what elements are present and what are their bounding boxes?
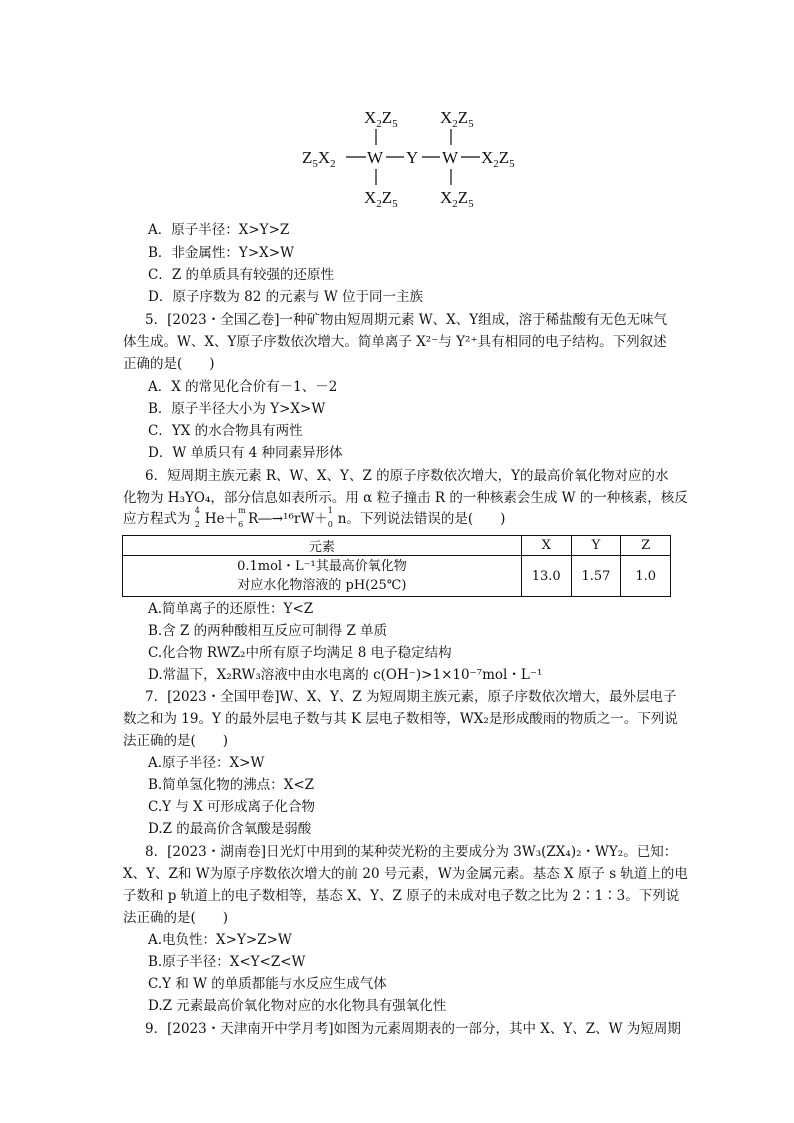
table-header-row [123, 536, 671, 556]
q8-option-c: C.Y 和 W 的单质都能与水反应生成气体 [148, 976, 387, 992]
q5-option-a: A．X 的常见化合价有－1、－2 [148, 379, 338, 395]
table-header-element: 元素 [123, 536, 522, 556]
q7-stem-line-1: 7．[2023・全国甲卷]W、X、Y、Z 为短周期主族元素，原子序数依次增大，最外层电子 [145, 689, 677, 705]
table-cell-x: 13.0 [521, 556, 571, 597]
neutron-numbers: 1 0 [327, 506, 333, 529]
q4-option-c: C．Z 的单质具有较强的还原性 [148, 267, 335, 283]
r-nuclide-numbers: m 6 [238, 506, 246, 529]
q6-option-b: B.含 Z 的两种酸相互反应可制得 Z 单质 [148, 623, 388, 639]
table-header-y: Y [571, 536, 621, 556]
q5-option-b: B．原子半径大小为 Y>X>W [148, 401, 326, 417]
q6-eq-he: He＋ [204, 511, 239, 527]
table-cell-z: 1.0 [621, 556, 671, 597]
diagram-left-group: $Z_5X_2$ [302, 148, 336, 170]
q7-stem-line-3: 法正确的是( ) [123, 733, 229, 749]
q6-stem-line-2: 化物为 H₃YO₄，部分信息如表所示。用 α 粒子撞击 R 的一种核素会生成 W 的一种核素，核反 [123, 490, 688, 506]
table-header-z: Z [621, 536, 671, 556]
diagram-y: Y [406, 148, 419, 167]
q8-option-b: B.原子半径：X<Y<Z<W [148, 954, 306, 970]
q6-option-c: C.化合物 RWZ₂中所有原子均满足 8 电子稳定结构 [148, 645, 452, 661]
q6-stem-line-1: 6．短周期主族元素 R、W、X、Y、Z 的原子序数依次增大，Y的最高价氧化物对应的水 [145, 468, 669, 484]
q5-stem-line-2: 体生成。W、X、Y原子序数依次增大。简单离子 X²⁻与 Y²⁺具有相同的电子结构。下列叙述 [123, 334, 667, 350]
diagram-right-group: $X_2Z_5$ [481, 148, 515, 170]
q7-option-a: A.原子半径：X>W [148, 755, 265, 771]
q8-stem-line-4: 法正确的是( ) [123, 910, 229, 926]
q6-eq-w-mass: ¹⁶ [283, 511, 294, 527]
q6-eq-prefix: 应方程式为 [123, 511, 191, 527]
q4-option-d: D．原子序数为 82 的元素与 W 位于同一主族 [148, 289, 424, 305]
q4-option-b: B．非金属性：Y>X>W [148, 245, 294, 261]
q7-stem-line-2: 数之和为 19。Y 的最外层电子数与其 K 层电子数相等，WX₂是形成酸雨的物质之一。下列说 [123, 711, 678, 727]
diagram-w2: W [442, 148, 459, 167]
q6-eq-r: R―→ [248, 511, 284, 527]
q6-eq-rest: rW＋ [293, 511, 328, 527]
diagram-bottom-right: $X_2Z_5$ [440, 188, 474, 210]
q5-option-d: D．W 单质只有 4 种同素异形体 [148, 445, 343, 461]
q8-option-a: A.电负性：X>Y>Z>W [148, 932, 292, 948]
table-row-label: 0.1mol・L⁻¹其最高价氧化物 对应水化物溶液的 pH(25℃) [123, 556, 522, 597]
table-cell-y: 1.57 [571, 556, 621, 597]
q8-stem-line-1: 8．[2023・湖南卷]日光灯中用到的某种荧光粉的主要成分为 3W₃(ZX₄)₂・WY₂。已知： [145, 844, 678, 860]
q8-stem-line-3: 子数和 p 轨道上的电子数相等，基态 X、Y、Z 原子的未成对电子数之比为 2∶1∶3。下列说 [123, 888, 680, 904]
structure-diagram [300, 105, 540, 215]
diagram-top-right: $X_2Z_5$ [440, 108, 474, 130]
q6-option-d: D.常温下，X₂RW₃溶液中由水电离的 c(OH⁻)>1×10⁻⁷mol・L⁻¹ [148, 667, 543, 683]
q5-stem-line-1: 5．[2023・全国乙卷]一种矿物由短周期元素 W、X、Y组成，溶于稀盐酸有无色无味气 [145, 312, 668, 328]
diagram-bottom-left: $X_2Z_5$ [364, 188, 398, 210]
q5-stem-line-3: 正确的是( ) [123, 356, 215, 372]
q8-option-d: D.Z 元素最高价氧化物对应的水化物具有强氧化性 [148, 998, 447, 1014]
q9-stem-line-1: 9．[2023・天津南开中学月考]如图为元素周期表的一部分，其中 X、Y、Z、W 为短周期 [145, 1021, 681, 1037]
q6-data-table [122, 535, 671, 597]
diagram-top-left: $X_2Z_5$ [364, 108, 398, 130]
q6-eq-n: n。下列说法错误的是( ) [337, 511, 506, 527]
q8-stem-line-2: X、Y、Z和 W为原子序数依次增大的前 20 号元素，W为金属元素。基态 X 原子 s 轨道上的电 [123, 866, 688, 882]
q5-option-c: C．YX 的水合物具有两性 [148, 423, 303, 439]
table-row [123, 556, 671, 597]
q7-option-c: C.Y 与 X 可形成离子化合物 [148, 799, 316, 815]
diagram-w1: W [367, 148, 384, 167]
q4-option-a: A．原子半径：X>Y>Z [148, 222, 290, 238]
q6-equation-line [123, 506, 506, 529]
table-header-x: X [521, 536, 571, 556]
he-nuclide-numbers: 4 2 [194, 506, 200, 529]
q7-option-d: D.Z 的最高价含氧酸是弱酸 [148, 821, 312, 837]
q6-option-a: A.简单离子的还原性：Y<Z [148, 601, 314, 617]
q7-option-b: B.简单氢化物的沸点：X<Z [148, 777, 315, 793]
